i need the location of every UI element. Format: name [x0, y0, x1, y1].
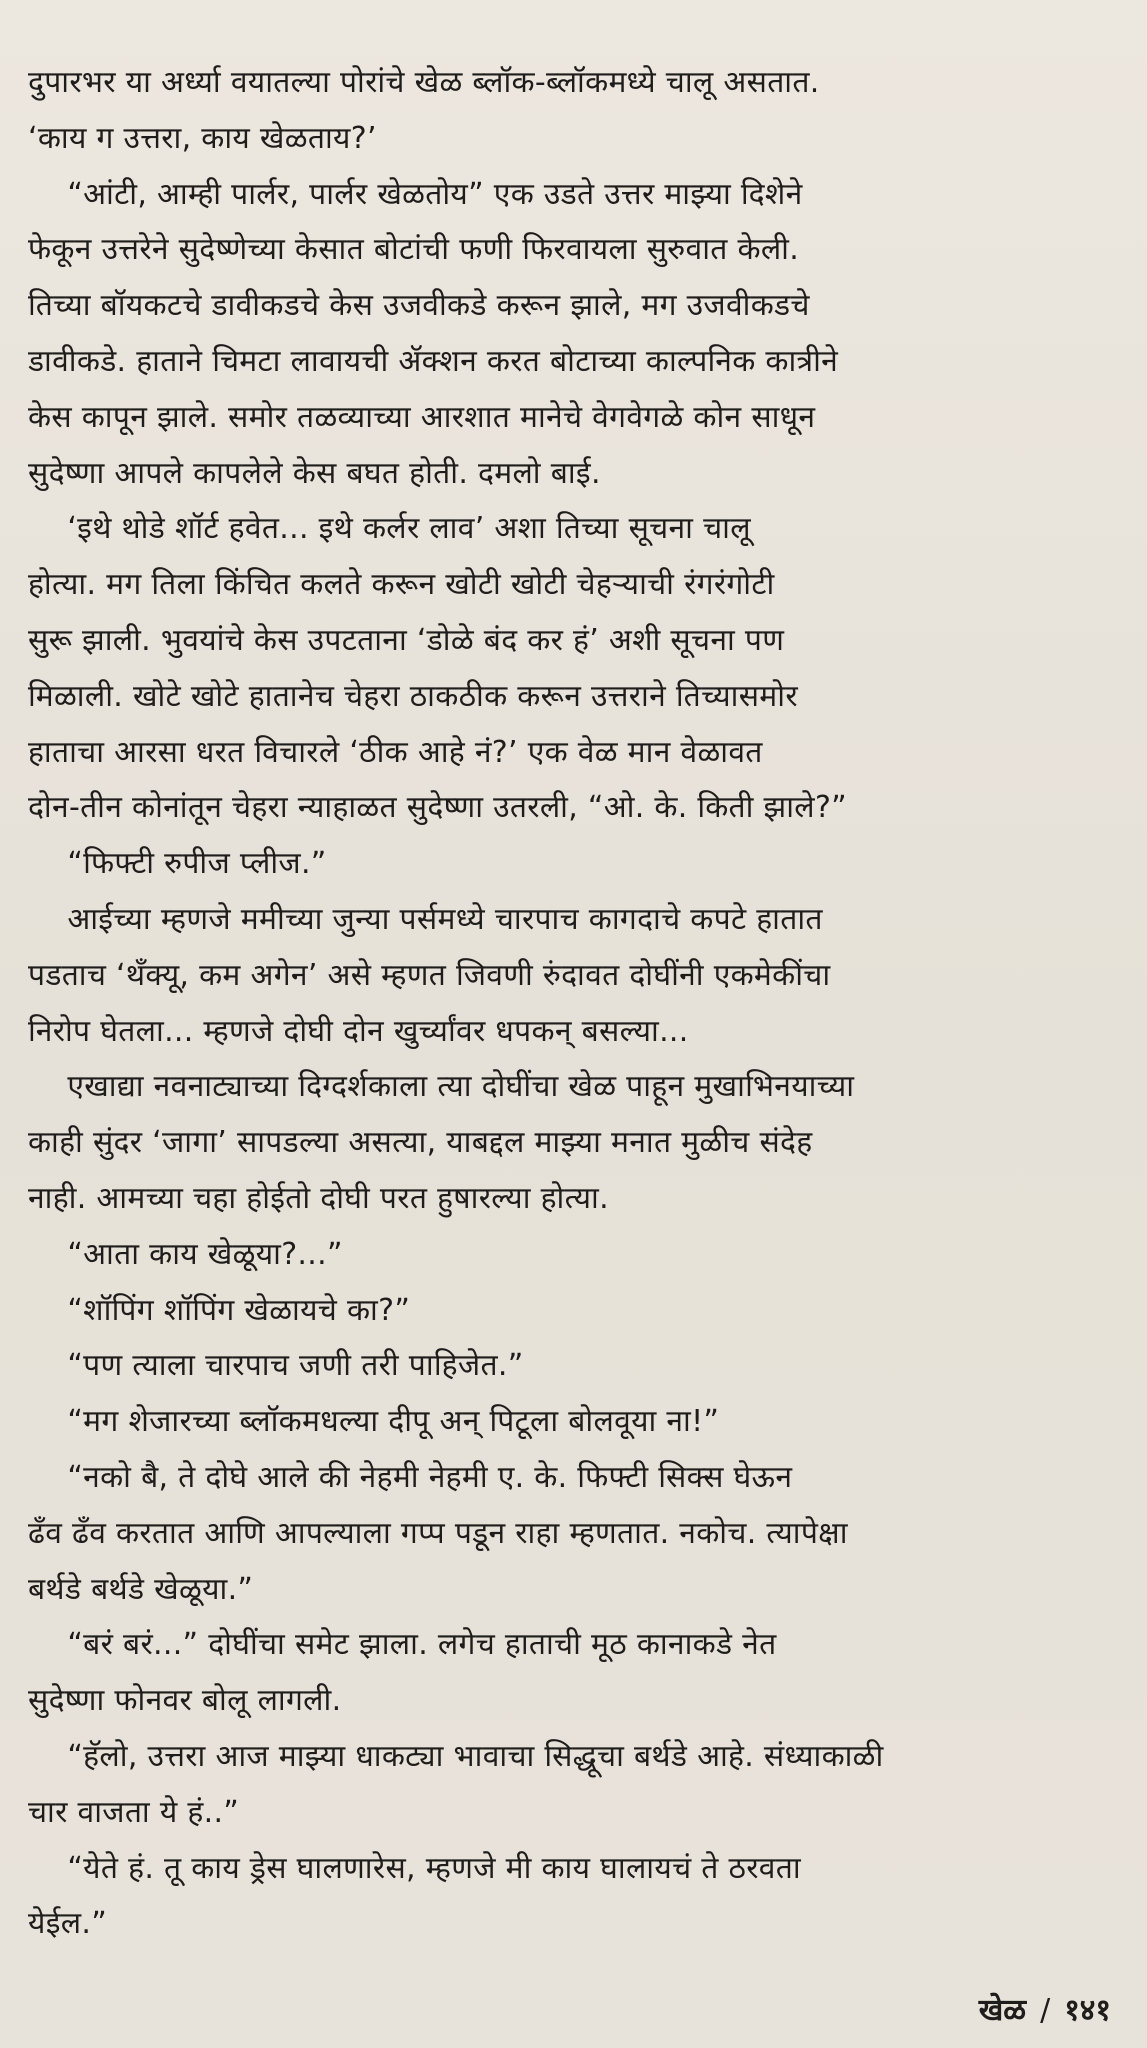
text-line: ‘काय ग उत्तरा, काय खेळताय?’: [28, 120, 377, 156]
text-line: “आंटी, आम्ही पार्लर, पार्लर खेळतोय” एक उडते उत्तर माझ्या दिशेने: [28, 176, 803, 212]
text-line: होत्या. मग तिला किंचित कलते करून खोटी खोटी चेहऱ्याची रंगरंगोटी: [28, 567, 775, 603]
text-line: “बरं बरं...” दोघींचा समेट झाला. लगेच हाताची मूठ कानाकडे नेत: [28, 1627, 777, 1663]
text-line: केस कापून झाले. समोर तळव्याच्या आरशात मानेचे वेगवेगळे कोन साधून: [28, 399, 816, 435]
text-line: पडताच ‘थँक्यू, कम अगेन’ असे म्हणत जिवणी रुंदावत दोघींनी एकमेकींचा: [28, 957, 831, 993]
footer-chapter-title: खेळ: [978, 1993, 1027, 2028]
text-line: “आता काय खेळूया?...”: [28, 1236, 343, 1272]
text-line: हाताचा आरसा धरत विचारले ‘ठीक आहे नं?’ एक वेळ मान वेळावत: [28, 734, 763, 770]
text-line: सुदेष्णा आपले कापलेले केस बघत होती. दमलो बाई.: [28, 455, 601, 491]
text-line: निरोप घेतला... म्हणजे दोघी दोन खुर्च्यांवर धपकन् बसल्या...: [28, 1013, 689, 1049]
footer-separator: /: [1040, 1993, 1051, 2028]
text-line: नाही. आमच्या चहा होईतो दोघी परत हुषारल्या होत्या.: [28, 1180, 609, 1216]
text-line: ढँव ढँव करतात आणि आपल्याला गप्प पडून राहा म्हणतात. नकोच. त्यापेक्षा: [28, 1515, 848, 1551]
text-line: “शॉपिंग शॉपिंग खेळायचे का?”: [28, 1292, 411, 1328]
text-line: दोन-तीन कोनांतून चेहरा न्याहाळत सुदेष्णा उतरली, “ओ. के. किती झाले?”: [28, 790, 848, 826]
page-footer: [979, 1986, 1111, 2036]
text-line: ‘इथे थोडे शॉर्ट हवेत... इथे कर्लर लाव’ अशा तिच्या सूचना चालू: [28, 511, 751, 547]
text-line: डावीकडे. हाताने चिमटा लावायची ॲक्शन करत बोटाच्या काल्पनिक कात्रीने: [28, 343, 839, 379]
text-line: “फिफ्टी रुपीज प्लीज.”: [28, 846, 327, 882]
text-line: येईल.”: [28, 1906, 108, 1942]
text-line: सुदेष्णा फोनवर बोलू लागली.: [28, 1683, 342, 1719]
text-line: फेकून उत्तरेने सुदेष्णेच्या केसात बोटांची फणी फिरवायला सुरुवात केली.: [28, 232, 800, 268]
text-line: “हॅलो, उत्तरा आज माझ्या धाकट्या भावाचा सिद्धूचा बर्थडे आहे. संध्याकाळी: [28, 1738, 884, 1774]
text-line: काही सुंदर ‘जागा’ सापडल्या असत्या, याबद्दल माझ्या मनात मुळीच संदेह: [28, 1125, 813, 1161]
text-line: दुपारभर या अर्ध्या वयातल्या पोरांचे खेळ ब्लॉक-ब्लॉकमध्ये चालू असतात.: [28, 65, 820, 100]
text-line: “मग शेजारच्या ब्लॉकमधल्या दीपू अन् पिटूला बोलवूया ना!”: [28, 1404, 720, 1440]
text-line: मिळाली. खोटे खोटे हातानेच चेहरा ठाकठीक करून उत्तराने तिच्यासमोर: [28, 678, 798, 714]
text-line: एखाद्या नवनाट्याच्या दिग्दर्शकाला त्या दोघींचा खेळ पाहून मुखाभिनयाच्या: [28, 1069, 855, 1105]
text-line: बर्थडे बर्थडे खेळूया.”: [28, 1571, 254, 1607]
text-line: तिच्या बॉयकटचे डावीकडचे केस उजवीकडे करून झाले, मग उजवीकडचे: [28, 288, 810, 324]
text-line: “नको बै, ते दोघे आले की नेहमी नेहमी ए. के. फिफ्टी सिक्स घेऊन: [28, 1459, 793, 1495]
text-line: चार वाजता ये हं..”: [28, 1794, 240, 1830]
text-line: आईच्या म्हणजे ममीच्या जुन्या पर्समध्ये चारपाच कागदाचे कपटे हातात: [28, 901, 823, 937]
text-line: सुरू झाली. भुवयांचे केस उपटताना ‘डोळे बंद कर हं’ अशी सूचना पण: [28, 622, 785, 658]
text-line: “येते हं. तू काय ड्रेस घालणारेस, म्हणजे मी काय घालायचं ते ठरवता: [28, 1850, 801, 1886]
footer-page-number: १४१: [1064, 1993, 1111, 2028]
text-line: “पण त्याला चारपाच जणी तरी पाहिजेत.”: [28, 1348, 524, 1384]
page-body-text: [28, 55, 1110, 1952]
